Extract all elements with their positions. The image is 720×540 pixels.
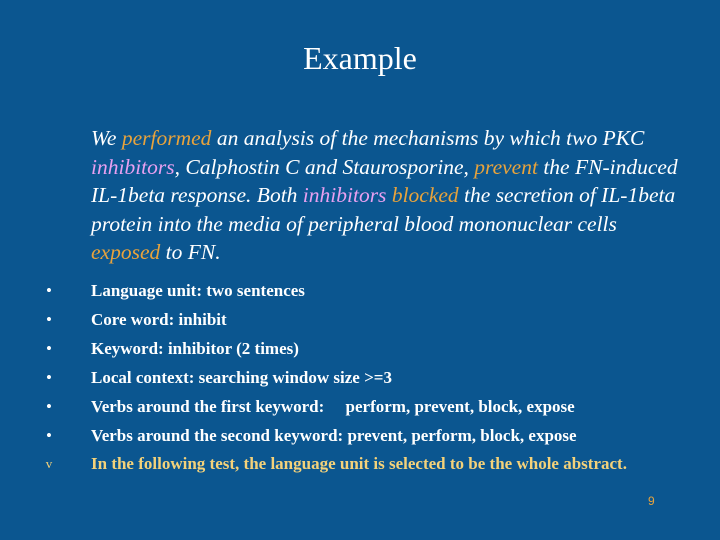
list-item xyxy=(0,276,700,305)
page-number: 9 xyxy=(648,494,655,508)
verb-performed: performed xyxy=(121,126,212,150)
bullet-icon: • xyxy=(46,281,52,300)
para-text: the secretion of IL-1beta protein into the media of peripheral blood mononuclear cells xyxy=(91,183,676,236)
bullet-text: Core word: inhibit xyxy=(91,310,227,329)
verb-exposed: exposed xyxy=(91,240,161,264)
bullet-icon: • xyxy=(46,339,52,358)
list-item xyxy=(0,363,700,392)
keyword-inhibitors-2: inhibitors xyxy=(302,183,387,207)
para-text: We xyxy=(91,126,122,150)
bullet-icon: • xyxy=(46,368,52,387)
para-text: to FN. xyxy=(160,240,221,264)
list-item xyxy=(0,334,700,363)
bullet-icon: • xyxy=(46,426,52,445)
list-item xyxy=(0,305,700,334)
list-item xyxy=(0,452,700,476)
verb-blocked: blocked xyxy=(391,183,459,207)
list-item xyxy=(0,421,700,450)
para-text: , Calphostin C and Staurosporine, xyxy=(174,154,475,179)
bullet-text: Verbs around the first keyword: perform, prevent, block, expose xyxy=(91,397,575,416)
slide-title: Example xyxy=(303,40,417,76)
para-text: an analysis of the mechanisms by which two PKC xyxy=(211,126,645,150)
bullet-icon: • xyxy=(46,310,52,329)
bullet-text: Keyword: inhibitor (2 times) xyxy=(91,339,299,358)
para-text: the FN-induced IL-1beta response. Both xyxy=(91,154,678,207)
list-item xyxy=(0,392,700,421)
verb-prevent: prevent xyxy=(474,154,538,179)
bullet-text: In the following test, the language unit is selected to be the whole abstract. xyxy=(91,454,627,473)
diamond-bullet-icon: v xyxy=(45,456,53,471)
bullet-text: Language unit: two sentences xyxy=(91,281,305,300)
bullet-text: Verbs around the second keyword: prevent, perform, block, expose xyxy=(91,426,577,445)
bullet-text: Local context: searching window size >=3 xyxy=(91,368,392,387)
keyword-inhibitors-1: inhibitors xyxy=(91,154,175,179)
bullet-list xyxy=(0,276,700,476)
example-paragraph xyxy=(91,124,691,267)
bullet-icon: • xyxy=(46,397,52,416)
